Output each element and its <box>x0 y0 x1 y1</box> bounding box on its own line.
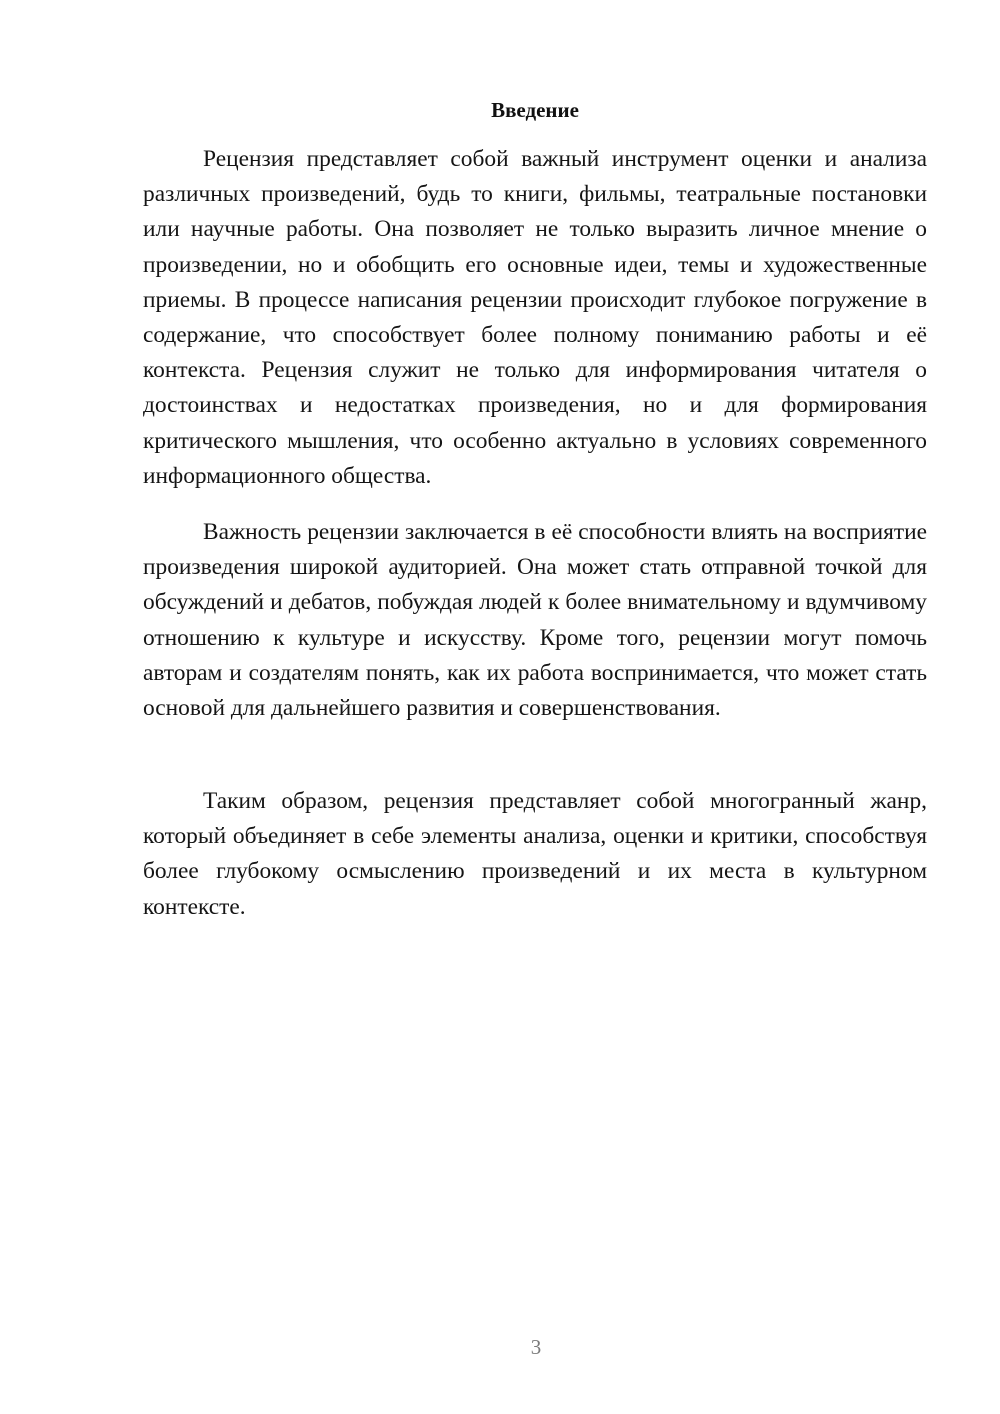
paragraph-1: Рецензия представляет собой важный инструмент оценки и анализа различных произведений, будь то книги, фильмы, театральные постановки или научные работы. Она позволяет не только выразить личное мнение о произведении, но и обобщить его основные идеи, темы и художественные приемы. В процессе написания рецензии происходит глубокое погружение в содержание, что способствует более полному пониманию работы и её контекста. Рецензия служит не только для информирования читателя о достоинствах и недостатках произведения, но и для формирования критического мышления, что особенно актуально в условиях современного информационного общества. <box>143 146 927 489</box>
paragraph-3: Таким образом, рецензия представляет собой многогранный жанр, который объединяет в себе элементы анализа, оценки и критики, способствуя более глубокому осмыслению произведений и их места в культурном контексте. <box>143 788 927 920</box>
section-heading: Введение <box>491 98 579 122</box>
page-number: 3 <box>530 1335 542 1359</box>
paragraph-2: Важность рецензии заключается в её способности влиять на восприятие произведения широкой аудиторией. Она может стать отправной точкой для обсуждений и дебатов, побуждая людей к более внимательному и вдумчивому отношению к культуре и искусству. Кроме того, рецензии могут помочь авторам и создателям понять, как их работа воспринимается, что может стать основой для дальнейшего развития и совершенствования. <box>143 519 927 722</box>
